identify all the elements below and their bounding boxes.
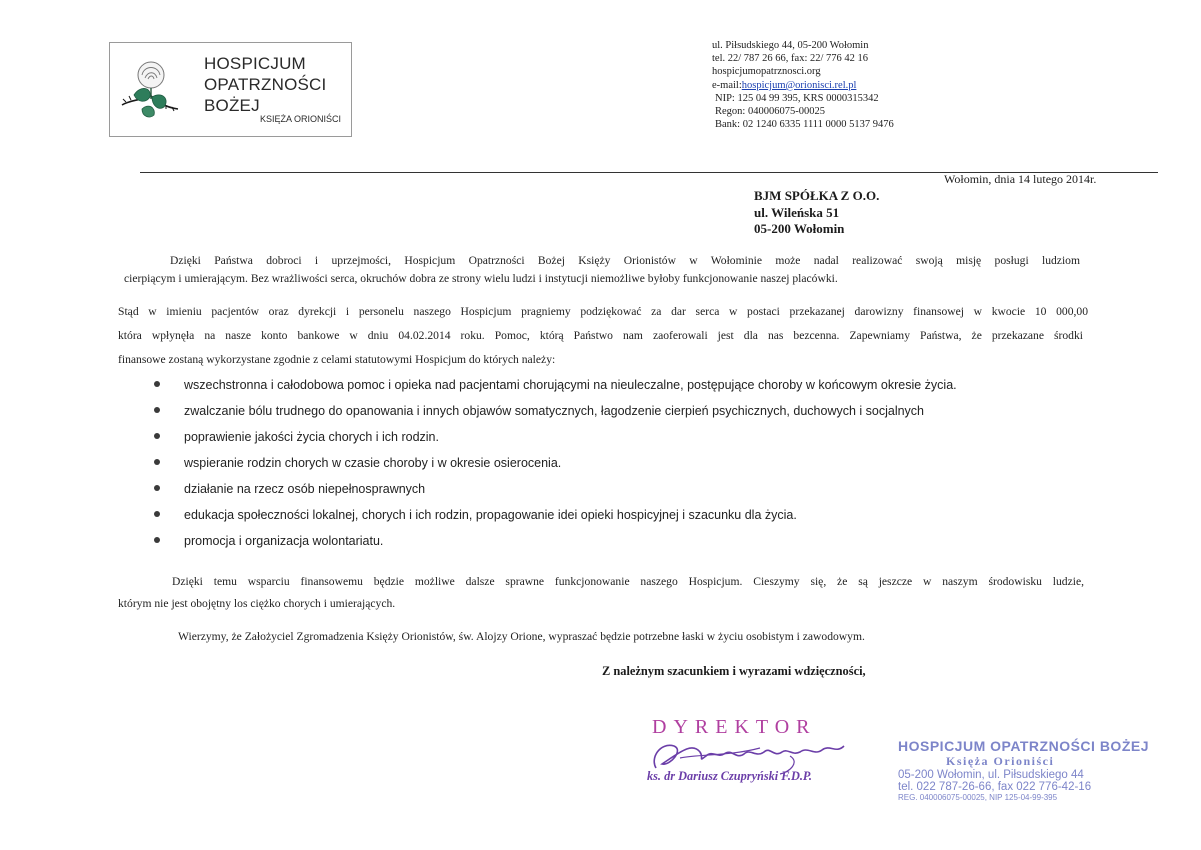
stamp-line1: HOSPICJUM OPATRZNOŚCI BOŻEJ	[898, 738, 1150, 754]
stamp-line3: 05-200 Wołomin, ul. Piłsudskiego 44	[898, 769, 1084, 781]
contact-email-line	[712, 79, 894, 92]
bullet-icon	[154, 407, 160, 413]
list-item	[152, 377, 957, 403]
list-item	[152, 533, 957, 559]
org-name-line2: OPATRZNOŚCI	[204, 75, 327, 94]
signer-title: DYREKTOR	[652, 716, 817, 738]
contact-bank: Bank: 02 1240 6335 1111 0000 5137 9476	[715, 119, 894, 131]
bullet-icon	[154, 459, 160, 465]
letterhead-logo	[109, 42, 352, 137]
paragraph-3-line1: Dzięki temu wsparciu finansowemu będzie możliwe dalsze sprawne funkcjonowanie naszego Hospicjum. Cieszymy się, że są jeszcze w naszym środowisku ludzie,	[172, 575, 1084, 588]
list-item	[152, 507, 957, 533]
bullet-icon	[154, 511, 160, 517]
recipient-address	[754, 188, 879, 238]
paragraph-3-line2: którym nie jest obojętny los ciężko chorych i umierających.	[118, 597, 396, 610]
contact-phone: tel. 22/ 787 26 66, fax: 22/ 776 42 16	[712, 53, 869, 65]
email-prefix: e-mail:	[712, 79, 742, 91]
org-name-line3: BOŻEJ	[204, 96, 260, 115]
recipient-line2: ul. Wileńska 51	[754, 204, 840, 220]
list-item	[152, 403, 957, 429]
contact-nip-krs: NIP: 125 04 99 395, KRS 0000315342	[715, 92, 879, 104]
list-item-text: wszechstronna i całodobowa pomoc i opieka nad pacjentami chorującymi na nieuleczalne, postępujące choroby w końcowym okresie życia.	[184, 378, 957, 392]
bullet-icon	[154, 485, 160, 491]
recipient-line3: 05-200 Wołomin	[754, 221, 845, 236]
org-name-line1: HOSPICJUM	[204, 54, 306, 73]
list-item-text: edukacja społeczności lokalnej, chorych i ich rodzin, propagowanie idei opieki hospicyjnej i szacunku dla życia.	[184, 508, 797, 522]
letter-date: Wołomin, dnia 14 lutego 2014r.	[944, 172, 1097, 186]
recipient-line1: BJM SPÓŁKA Z O.O.	[754, 188, 880, 203]
list-item-text: działanie na rzecz osób niepełnosprawnych	[184, 482, 426, 496]
stamp-line2: Księża Orioniści	[946, 754, 1055, 768]
rose-with-thorns-icon	[120, 55, 182, 123]
email-link[interactable]: hospicjum@orionisci.rel.pl	[741, 79, 857, 91]
signer-name: ks. dr Dariusz Czupryński F.D.P.	[647, 769, 812, 783]
contact-regon: Regon: 040006075-00025	[715, 106, 825, 118]
paragraph-2-line1: Stąd w imieniu pacjentów oraz dyrekcji i personelu naszego Hospicjum pragniemy podziękować za dar serca w postaci przekazanej darowizny finansowej w kwocie 10 000,00	[118, 305, 1088, 318]
list-item-text: zwalczanie bólu trudnego do opanowania i innych objawów somatycznych, łagodzenie cierpień psychicznych, duchowych i socjalnych	[184, 404, 925, 418]
list-item-text: wspieranie rodzin chorych w czasie choroby i w okresie osierocenia.	[184, 456, 562, 470]
paragraph-1-line1: Dzięki Państwa dobroci i uprzejmości, Hospicjum Opatrzności Bożej Księży Orionistów w Wołominie może nadal realizować swoją misję posługi ludziom	[170, 254, 1080, 267]
stamp-line5: REG. 040006075-00025, NIP 125-04-99-395	[898, 793, 1058, 802]
list-item	[152, 481, 957, 507]
contact-address: ul. Piłsudskiego 44, 05-200 Wołomin	[712, 40, 869, 51]
statutory-goals-list	[152, 377, 957, 559]
paragraph-1-line2: cierpiącym i umierającym. Bez wrażliwości serca, okruchów dobra ze strony wielu ludzi i instytucji niemożliwe byłoby funkcjonowanie naszej placówki.	[124, 272, 838, 285]
paragraph-2-line3: finansowe zostaną wykorzystane zgodnie z celami statutowymi Hospicjum do których należy:	[118, 353, 556, 366]
contact-block	[712, 39, 894, 131]
paragraph-2-line2: która wpłynęła na nasze konto bankowe w dniu 04.02.2014 roku. Pomoc, którą Państwo nam zaoferowali jest dla nas bezcenna. Zapewniamy Państwa, że przekazane środki	[118, 329, 1083, 342]
org-subtitle: KSIĘŻA ORIONIŚCI	[260, 114, 342, 124]
list-item	[152, 429, 957, 455]
paragraph-4: Wierzymy, że Założyciel Zgromadzenia Księży Orionistów, św. Alojzy Orione, wypraszać będzie potrzebne łaski w życiu osobistym i zawodowym.	[178, 630, 865, 643]
bullet-icon	[154, 381, 160, 387]
list-item-text: poprawienie jakości życia chorych i ich rodzin.	[184, 430, 439, 444]
stamp-line4: tel. 022 787-26-66, fax 022 776-42-16	[898, 781, 1092, 793]
institution-stamp	[898, 738, 1149, 802]
bullet-icon	[154, 537, 160, 543]
bullet-icon	[154, 433, 160, 439]
list-item	[152, 455, 957, 481]
closing-salutation: Z należnym szacunkiem i wyrazami wdzięczności,	[602, 664, 866, 678]
list-item-text: promocja i organizacja wolontariatu.	[184, 534, 384, 548]
contact-website: hospicjumopatrznosci.org	[712, 66, 821, 78]
